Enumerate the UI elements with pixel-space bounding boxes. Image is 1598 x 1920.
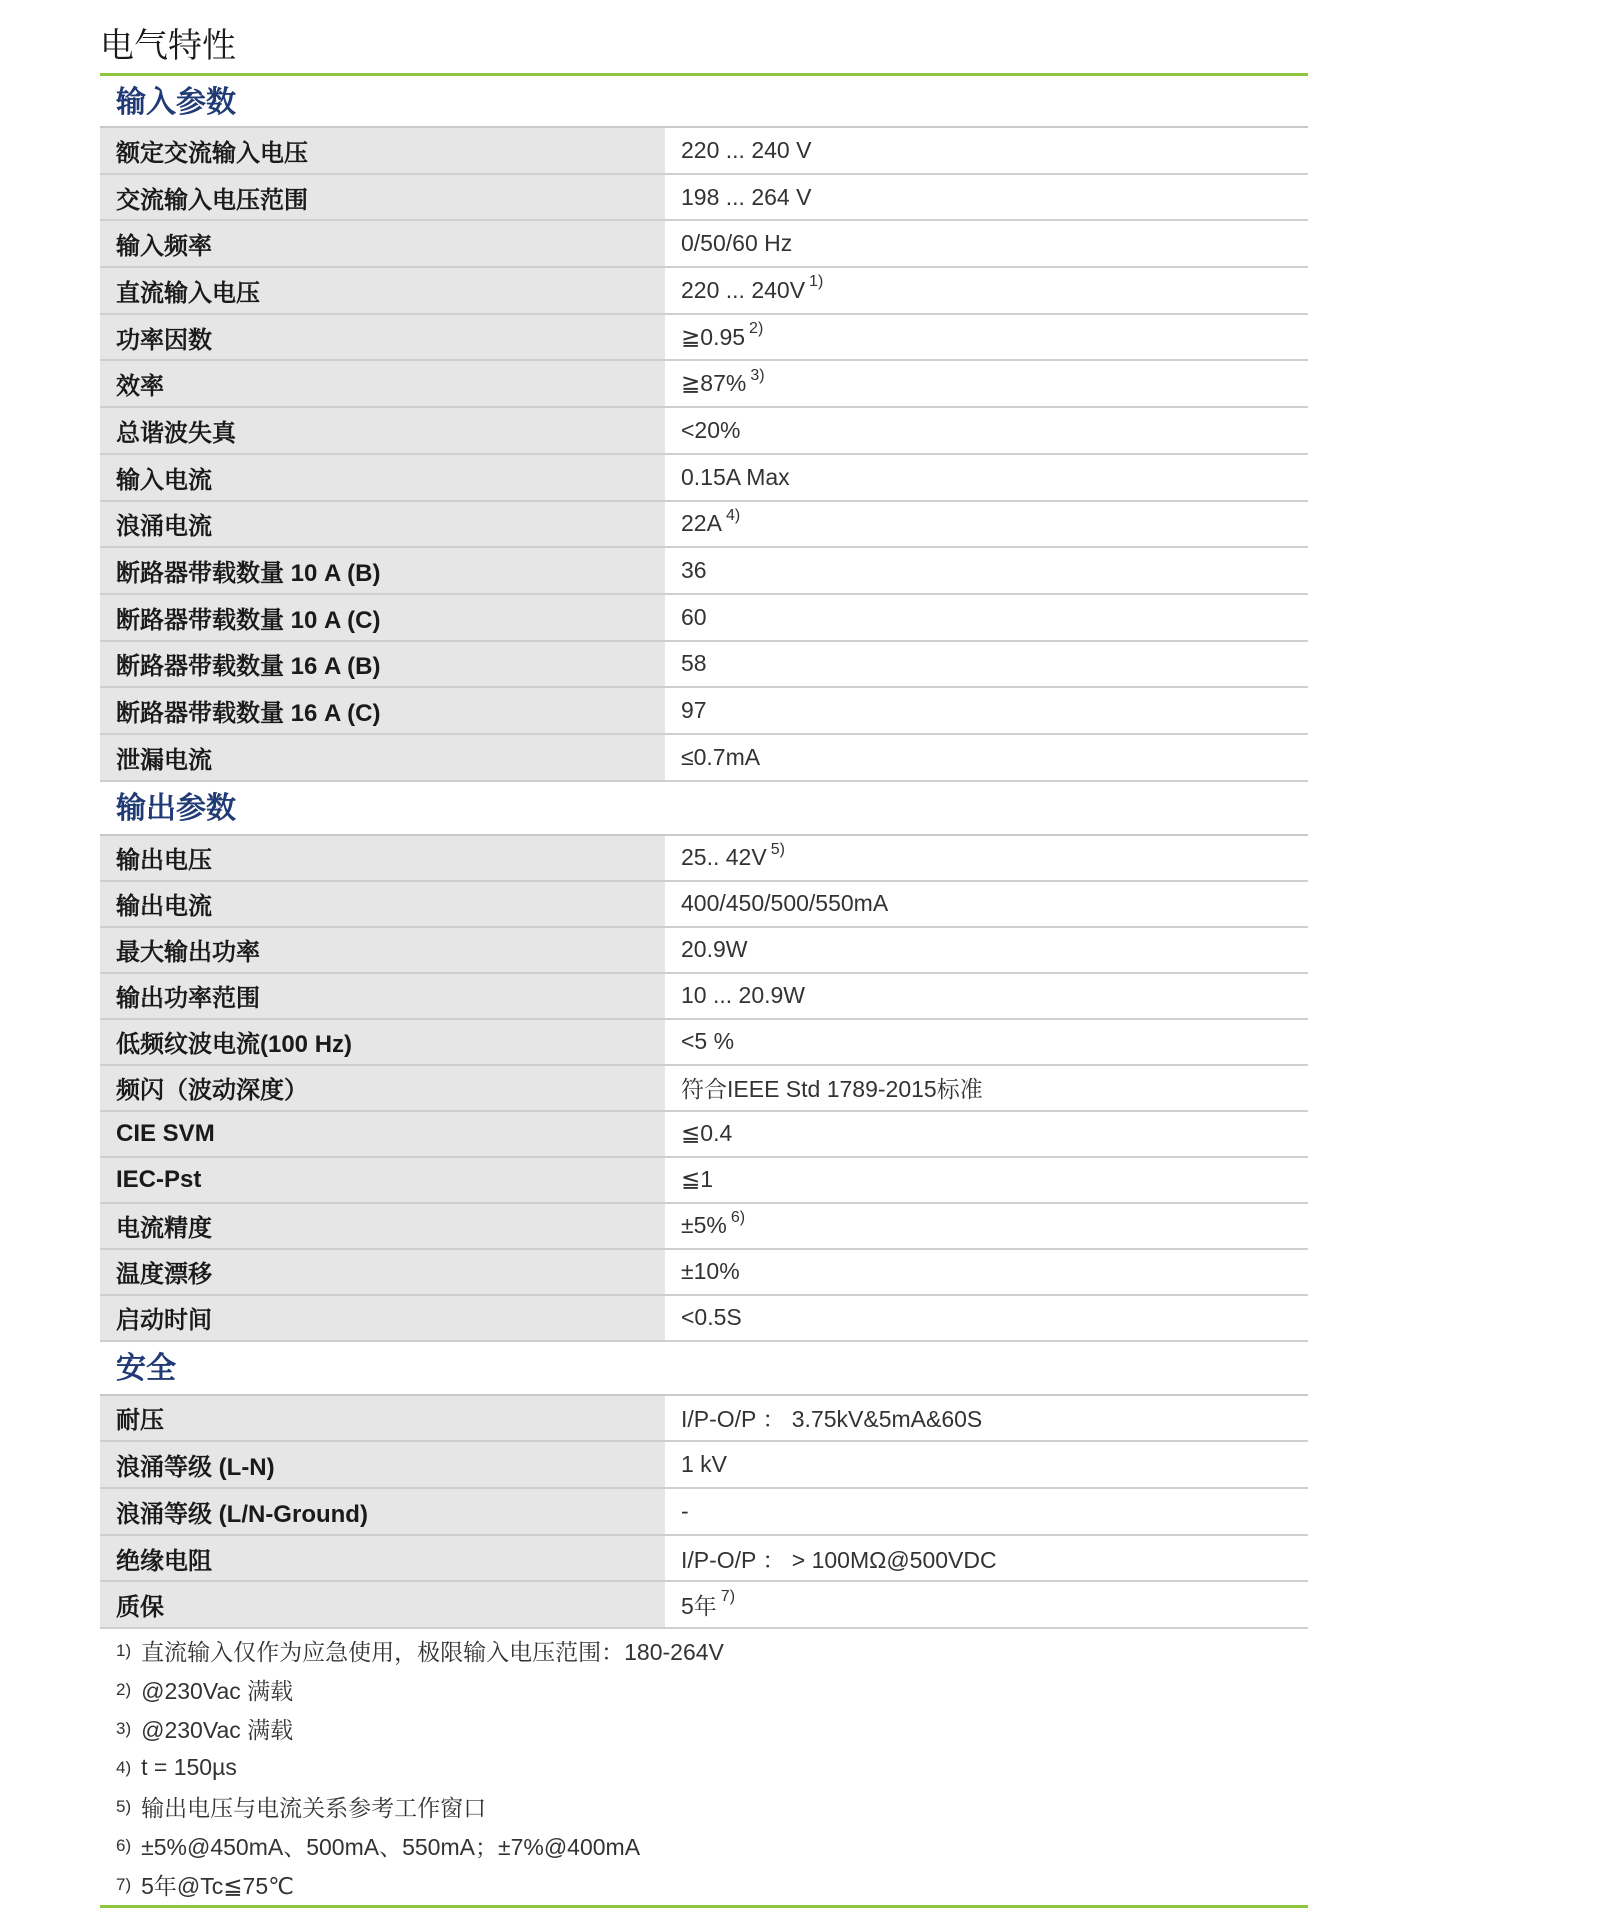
spec-label: 最大输出功率 — [100, 928, 665, 972]
footnote-ref: 3) — [750, 366, 765, 384]
spec-value — [665, 595, 1308, 640]
section-heading-output: 输出参数 — [100, 782, 1308, 836]
footnote-text: @230Vac 满载 — [141, 1717, 294, 1744]
spec-label: 频闪（波动深度） — [100, 1066, 665, 1110]
footnote — [100, 1826, 1308, 1865]
spec-value-text: 220 ... 240V — [681, 276, 806, 303]
footnote — [100, 1787, 1308, 1826]
spec-value — [665, 268, 1308, 313]
spec-value — [665, 1396, 1308, 1441]
spec-label: 绝缘电阻 — [100, 1536, 665, 1581]
spec-value — [665, 1296, 1308, 1340]
footnote-ref: 7) — [720, 1587, 736, 1605]
spec-row — [100, 128, 1308, 175]
spec-row — [100, 1396, 1308, 1443]
spec-row — [100, 642, 1308, 689]
spec-label: 直流输入电压 — [100, 268, 665, 313]
spec-row — [100, 175, 1308, 222]
footnote-text: 输出电压与电流关系参考工作窗口 — [141, 1795, 487, 1822]
spec-value — [665, 1020, 1308, 1064]
spec-row — [100, 1489, 1308, 1536]
footnote — [100, 1709, 1308, 1748]
spec-value-text: 36 — [681, 557, 707, 584]
spec-value-text: I/P-O/P ： > 100MΩ@500VDC — [681, 1546, 997, 1573]
footnote-text: ±5%@450mA、500mA、550mA；±7%@400mA — [141, 1834, 641, 1861]
spec-row — [100, 1250, 1308, 1296]
spec-value — [665, 1442, 1308, 1487]
page-title: 电气特性 — [100, 27, 236, 65]
spec-value-text: 1 kV — [681, 1451, 728, 1478]
spec-value — [665, 1112, 1308, 1156]
spec-value — [665, 1250, 1308, 1294]
spec-row — [100, 455, 1308, 502]
spec-value — [665, 1204, 1308, 1248]
spec-value-text: ≦0.4 — [681, 1120, 733, 1147]
spec-value-text: 198 ... 264 V — [681, 183, 812, 210]
spec-value-text: 22A — [681, 510, 722, 537]
footnote-number: 2) — [116, 1679, 132, 1699]
spec-label: 泄漏电流 — [100, 735, 665, 780]
spec-row — [100, 1582, 1308, 1629]
spec-row — [100, 1066, 1308, 1112]
spec-label: CIE SVM — [100, 1112, 665, 1156]
spec-label: IEC-Pst — [100, 1158, 665, 1202]
spec-label: 启动时间 — [100, 1296, 665, 1340]
spec-value — [665, 175, 1308, 220]
footnote-ref: 6) — [730, 1208, 746, 1226]
spec-label: 输出功率范围 — [100, 974, 665, 1018]
footnote-number: 1) — [116, 1640, 132, 1660]
spec-value — [665, 974, 1308, 1018]
footnote-text: @230Vac 满载 — [141, 1678, 294, 1705]
spec-value — [665, 882, 1308, 926]
spec-row — [100, 1204, 1308, 1250]
footnote — [100, 1865, 1308, 1904]
spec-row — [100, 1158, 1308, 1204]
footnote-number: 7) — [116, 1874, 132, 1894]
section-heading-safety: 安全 — [100, 1342, 1308, 1396]
spec-label: 电流精度 — [100, 1204, 665, 1248]
spec-value-text: ≤0.7mA — [681, 743, 761, 770]
spec-value-text: 0.15A Max — [681, 463, 790, 490]
footnote-ref: 5) — [770, 840, 785, 858]
spec-value — [665, 502, 1308, 547]
spec-value — [665, 1536, 1308, 1581]
spec-value-text: <0.5S — [681, 1304, 742, 1331]
spec-value-text: <20% — [681, 416, 741, 443]
spec-value-text: - — [681, 1497, 689, 1524]
spec-label: 断路器带载数量 16 A (C) — [100, 688, 665, 733]
bottom-rule — [100, 1905, 1308, 1908]
spec-value-text: ±10% — [681, 1258, 740, 1285]
spec-value-text: 20.9W — [681, 936, 748, 963]
spec-label: 额定交流输入电压 — [100, 128, 665, 173]
footnote-text: 直流输入仅作为应急使用，极限输入电压范围：180-264V — [141, 1639, 724, 1666]
safety-params — [100, 1396, 1308, 1629]
spec-row — [100, 735, 1308, 782]
spec-value-text: ≧87% — [681, 370, 747, 397]
spec-value-text: I/P-O/P ： 3.75kV&5mA&60S — [681, 1406, 983, 1433]
footnote — [100, 1748, 1308, 1787]
footnote — [100, 1670, 1308, 1709]
spec-value-text: 0/50/60 Hz — [681, 230, 793, 257]
spec-table — [100, 78, 1308, 1904]
spec-label: 效率 — [100, 361, 665, 406]
spec-value — [665, 408, 1308, 453]
spec-row — [100, 502, 1308, 549]
section-heading-input: 输入参数 — [100, 78, 1308, 128]
spec-label: 输出电压 — [100, 836, 665, 880]
spec-value — [665, 836, 1308, 880]
spec-row — [100, 315, 1308, 362]
spec-label: 功率因数 — [100, 315, 665, 360]
spec-value — [665, 688, 1308, 733]
spec-row — [100, 408, 1308, 455]
spec-row — [100, 1536, 1308, 1583]
spec-value-text: 符合IEEE Std 1789-2015标准 — [681, 1076, 983, 1103]
spec-row — [100, 1112, 1308, 1158]
spec-row — [100, 882, 1308, 928]
spec-value-text: 5年 — [681, 1593, 717, 1620]
spec-value — [665, 221, 1308, 266]
spec-value — [665, 455, 1308, 500]
footnote-number: 5) — [116, 1796, 132, 1816]
spec-row — [100, 548, 1308, 595]
footnote-text: 5年@Tc≦75℃ — [141, 1873, 294, 1900]
spec-value-text: ≧0.95 — [681, 323, 746, 350]
spec-value-text: 25.. 42V — [681, 844, 767, 871]
spec-value — [665, 1066, 1308, 1110]
output-params — [100, 836, 1308, 1342]
spec-label: 断路器带载数量 10 A (B) — [100, 548, 665, 593]
spec-label: 浪涌等级 (L-N) — [100, 1442, 665, 1487]
spec-row — [100, 1296, 1308, 1342]
spec-value-text: ±5% — [681, 1212, 727, 1239]
spec-label: 温度漂移 — [100, 1250, 665, 1294]
spec-value — [665, 128, 1308, 173]
spec-row — [100, 688, 1308, 735]
spec-label: 浪涌电流 — [100, 502, 665, 547]
spec-value — [665, 1158, 1308, 1202]
spec-row — [100, 268, 1308, 315]
input-params — [100, 128, 1308, 782]
footnote-number: 4) — [116, 1757, 132, 1777]
spec-label: 断路器带载数量 16 A (B) — [100, 642, 665, 687]
spec-row — [100, 836, 1308, 882]
spec-value-text: 220 ... 240 V — [681, 136, 812, 163]
spec-row — [100, 928, 1308, 974]
spec-label: 总谐波失真 — [100, 408, 665, 453]
spec-value — [665, 642, 1308, 687]
spec-value — [665, 361, 1308, 406]
spec-label: 浪涌等级 (L/N-Ground) — [100, 1489, 665, 1534]
spec-value — [665, 735, 1308, 780]
spec-row — [100, 1020, 1308, 1066]
spec-label: 质保 — [100, 1582, 665, 1627]
footnote-ref: 2) — [749, 320, 764, 338]
spec-row — [100, 974, 1308, 1020]
footnote-number: 6) — [116, 1835, 132, 1855]
spec-label: 耐压 — [100, 1396, 665, 1441]
spec-value-text: <5 % — [681, 1028, 735, 1055]
title-rule — [100, 73, 1308, 76]
spec-value-text: ≦1 — [681, 1166, 714, 1193]
footnotes — [100, 1629, 1308, 1904]
spec-label: 输入频率 — [100, 221, 665, 266]
footnote-text: t = 150µs — [141, 1754, 237, 1781]
spec-row — [100, 361, 1308, 408]
spec-row — [100, 221, 1308, 268]
spec-value-text: 97 — [681, 697, 707, 724]
spec-value — [665, 1582, 1308, 1627]
spec-label: 断路器带载数量 10 A (C) — [100, 595, 665, 640]
spec-label: 交流输入电压范围 — [100, 175, 665, 220]
spec-value-text: 400/450/500/550mA — [681, 890, 889, 917]
spec-value-text: 58 — [681, 650, 707, 677]
spec-value — [665, 928, 1308, 972]
spec-value-text: 60 — [681, 603, 707, 630]
footnote-ref: 1) — [809, 273, 824, 291]
spec-row — [100, 595, 1308, 642]
spec-value — [665, 548, 1308, 593]
spec-row — [100, 1442, 1308, 1489]
footnote-number: 3) — [116, 1718, 132, 1738]
footnote-ref: 4) — [725, 506, 741, 524]
spec-label: 输入电流 — [100, 455, 665, 500]
footnote — [100, 1631, 1308, 1670]
spec-value-text: 10 ... 20.9W — [681, 982, 806, 1009]
spec-value — [665, 1489, 1308, 1534]
spec-value — [665, 315, 1308, 360]
spec-label: 低频纹波电流(100 Hz) — [100, 1020, 665, 1064]
spec-label: 输出电流 — [100, 882, 665, 926]
